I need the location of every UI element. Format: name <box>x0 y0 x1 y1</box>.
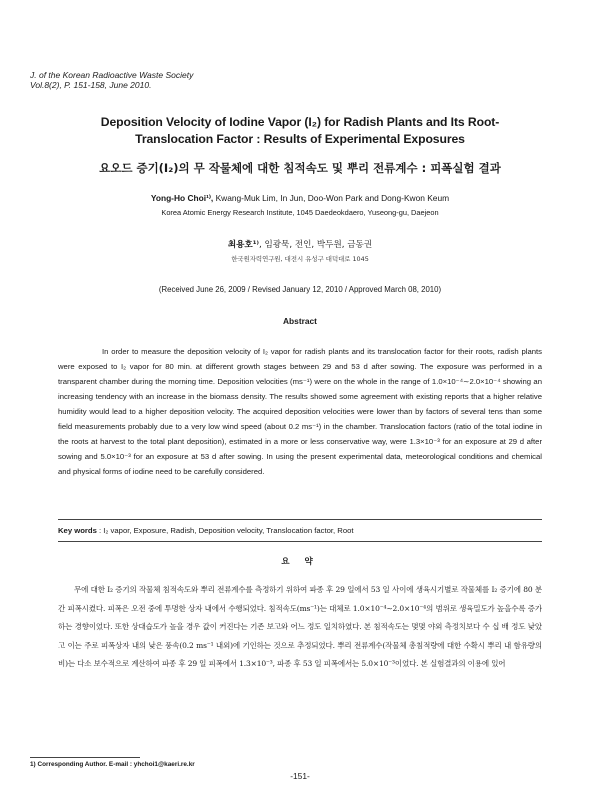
english-title-line1: Deposition Velocity of Iodine Vapor (I₂) for Radish Plants and Its Root- <box>100 115 500 129</box>
korean-authors <box>40 238 560 250</box>
english-affiliation: Korea Atomic Energy Research Institute, 1045 Daedeokdaero, Yuseong-gu, Daejeon <box>161 208 439 217</box>
footnote-rule <box>30 757 140 758</box>
keywords <box>58 526 542 535</box>
korean-summary-heading: 요 약 <box>281 557 319 567</box>
abstract-text: In order to measure the deposition velocity of I₂ vapor for radish plants and its translocation factor for their roots, radish plants were exposed to I₂ vapor for 80 min. at different growth stages between 29 and 53 d after sowing. The exposure was performed in a transparent chamber during the morning time. Deposition velocities (ms⁻¹) were on the whole in the range of 1.0×10⁻⁴∼2.0×10⁻⁴ showing an increasing tendency with an increase in the biomass density. The results showed some agreement with existing reports that a higher relative humidity would lead to a higher deposition velocity. The acquired deposition velocities were lower than by factors of several tens than some field measurements probably due to a very low wind speed (about 0.2 ms⁻¹) in the chamber. Translocation factors (ratio of the total iodine in the roots at harvest to the total plant deposition), estimated in a more or less conservative way, were 1.3×10⁻³ for an exposure at 29 d after sowing and 5.0×10⁻³ for an exposure at 53 d after sowing. In using the present experimental data, meteorological conditions and chemical and physical forms of iodine need to be carefully considered. <box>58 347 542 477</box>
keywords-list: : I₂ vapor, Exposure, Radish, Deposition velocity, Translocation factor, Root <box>96 526 354 535</box>
journal-citation <box>30 70 193 90</box>
korean-co-authors: , 임광묵, 전인, 박두원, 금동권 <box>258 240 373 250</box>
abstract-heading: Abstract <box>283 316 317 326</box>
english-title <box>40 114 560 148</box>
korean-title: 요오드 증기(I₂)의 무 작물체에 대한 침적속도 및 뿌리 전류계수 : 피폭실험 결과 <box>99 161 501 175</box>
journal-name: J. of the Korean Radioactive Waste Society <box>30 70 194 80</box>
page-number: -151- <box>290 771 310 781</box>
corresponding-author: Yong-Ho Choi¹⁾, <box>150 193 214 203</box>
keywords-bottom-rule <box>58 541 542 542</box>
journal-volume: Vol.8(2), P. 151-158, June 2010. <box>30 80 152 90</box>
korean-affiliation: 한국원자력연구원, 대전시 유성구 대덕대로 1045 <box>231 255 369 263</box>
english-authors <box>40 193 560 203</box>
korean-summary-text: 무에 대한 I₂ 증기의 작물체 침적속도와 뿌리 전류계수를 측정하기 위하여 파종 후 29 일에서 53 일 사이에 생육시기별로 작물체를 I₂ 증기에 80 분 간 피폭시켰다. 피폭은 오전 중에 투명한 상자 내에서 수행되었다. 침적속도(ms⁻¹)는 대체로 1.0×10⁻⁴∼2.0×10⁻⁴의 범위로 생육밀도가 높을수록 증가하는 경향이었다. 또한 상대습도가 높을 경우 값이 커진다는 기존 보고와 어느 정도 일치하였다. 본 침적속도는 몇몇 야외 측정치보다 수 십 배 정도 낮았고 이는 주로 피폭상자 내의 낮은 풍속(0.2 ms⁻¹ 내외)에 기인하는 것으로 추정되었다. 뿌리 전류계수(작물체 총침적량에 대한 수확시 뿌리 내 함유량의 비)는 다소 보수적으로 계산하여 파종 후 29 일 피폭에서 1.3×10⁻³, 파종 후 53 일 피폭에서는 5.0×10⁻³이었다. 본 실험결과의 이용에 있어 <box>58 585 542 669</box>
corresponding-author-footnote: 1) Corresponding Author. E-mail : yhchoi1@kaeri.re.kr <box>30 761 195 768</box>
english-title-line2: Translocation Factor : Results of Experimental Exposures <box>135 132 465 146</box>
korean-corresponding-author: 최용호¹⁾ <box>227 240 259 250</box>
co-authors: Kwang-Muk Lim, In Jun, Doo-Won Park and Dong-Kwon Keum <box>213 193 450 203</box>
keywords-label: Key words <box>58 526 97 535</box>
keywords-top-rule <box>58 519 542 520</box>
received-dates: (Received June 26, 2009 / Revised January 12, 2010 / Approved March 08, 2010) <box>158 285 442 294</box>
